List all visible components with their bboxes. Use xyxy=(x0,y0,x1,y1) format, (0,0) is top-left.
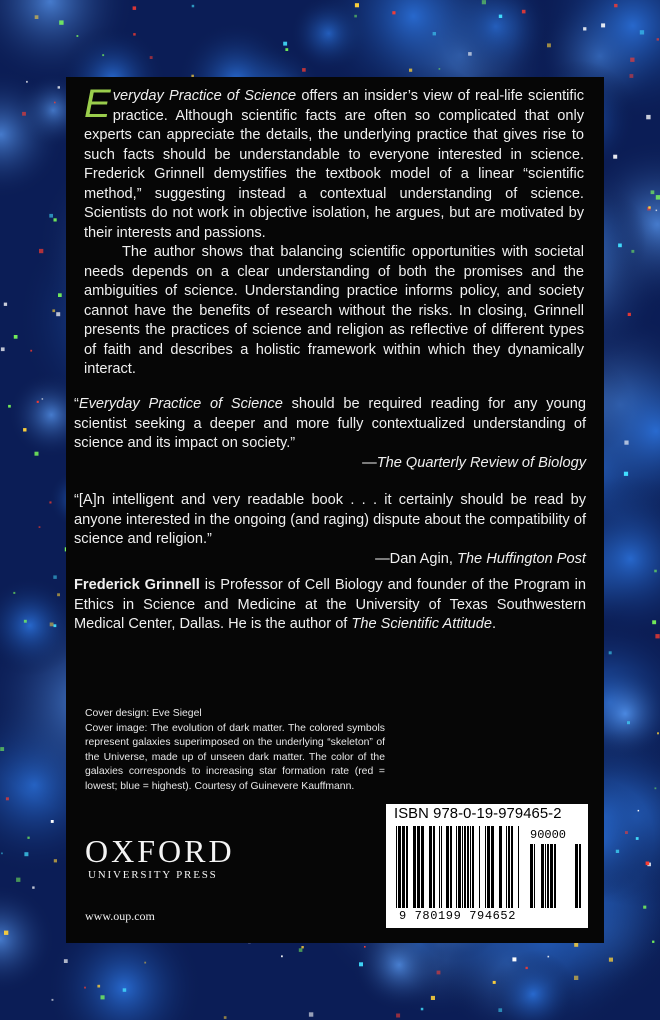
quote-source: The Huffington Post xyxy=(457,550,586,567)
quote-book-title: Everyday Practice of Science xyxy=(78,396,283,412)
author-bio: Frederick Grinnell is Professor of Cell Biology and founder of the Program in Ethics in Science and Medicine at the University of Texas Southwestern Medical Center, Dallas. He is the author of The Scientific Attitude. xyxy=(74,577,586,632)
isbn-number: ISBN 978-0-19-979465-2 xyxy=(394,806,562,822)
author-name: Frederick Grinnell xyxy=(74,577,200,593)
review-quote-1 xyxy=(74,395,586,473)
cover-image-credit: Cover image: The evolution of dark matter. The colored symbols represent galaxies superimposed on the underlying “skeleton” of the Universe, made up of unseen dark matter. The color of the galaxies corresponds to increasing star formation rate (red = lowest; blue = highest). Courtesy of Guinevere Kauffmann. xyxy=(85,722,385,792)
review-quote-2 xyxy=(74,491,586,569)
description-paragraph-1 xyxy=(84,82,584,243)
publisher-name: OXFORD xyxy=(85,833,235,869)
cover-design-credit: Cover design: Eve Siegel xyxy=(85,708,202,719)
quote-attribution: —Dan Agin, The Huffington Post xyxy=(375,550,586,567)
drop-cap: E xyxy=(84,82,111,126)
quote-text: “[A]n intelligent and very readable book . . . it certainly should be read by anyone interested in the ongoing (and raging) dispute about the compatibility of science and religion.” xyxy=(74,492,586,547)
isbn-barcode-box xyxy=(386,804,588,928)
description-text: offers an insider’s view of real-life scientific practice. Although scientific facts are often so complicated that only experts can appreciate the details, the underlying practice that gives rise to such facts should be understandable to everyone interested in science. Frederick Grinnell demystifies the textbook model of a linear “scientific method,” suggesting instead a contextual understanding of science. Scientists do not work in objective isolation, he argues, but are motivated by their interests and passions. xyxy=(84,88,584,241)
quote-attribution: —The Quarterly Review of Biology xyxy=(362,454,586,471)
back-cover-text-panel xyxy=(66,77,604,943)
publisher-logo xyxy=(85,834,235,881)
book-title-italic: veryday Practice of Science xyxy=(112,88,297,104)
author-other-book: The Scientific Attitude xyxy=(351,616,493,632)
book-description xyxy=(84,82,584,380)
barcode-number: 9 780199 794652 xyxy=(399,909,517,923)
publisher-url[interactable]: www.oup.com xyxy=(85,909,155,923)
quote-text: “Everyday Practice of Science should be required reading for any young scientist seeking a deeper and more fully contextualized understanding of science and its impact on society.” xyxy=(74,396,586,451)
price-code: 90000 xyxy=(530,828,567,842)
cover-credits xyxy=(85,707,385,795)
quote-source: The Quarterly Review of Biology xyxy=(376,454,586,471)
description-paragraph-2: The author shows that balancing scientific opportunities with societal needs depends on a clear understanding of both the promises and the ambiguities of science. Understanding practice informs policy, and society cannot have the benefits of research without the risks. In closing, Grinnell presents the practices of science and religion as reflective of different types of faith and describes a holistic framework within which they dynamically interact. xyxy=(84,244,584,377)
publisher-subtitle: UNIVERSITY PRESS xyxy=(88,869,218,881)
